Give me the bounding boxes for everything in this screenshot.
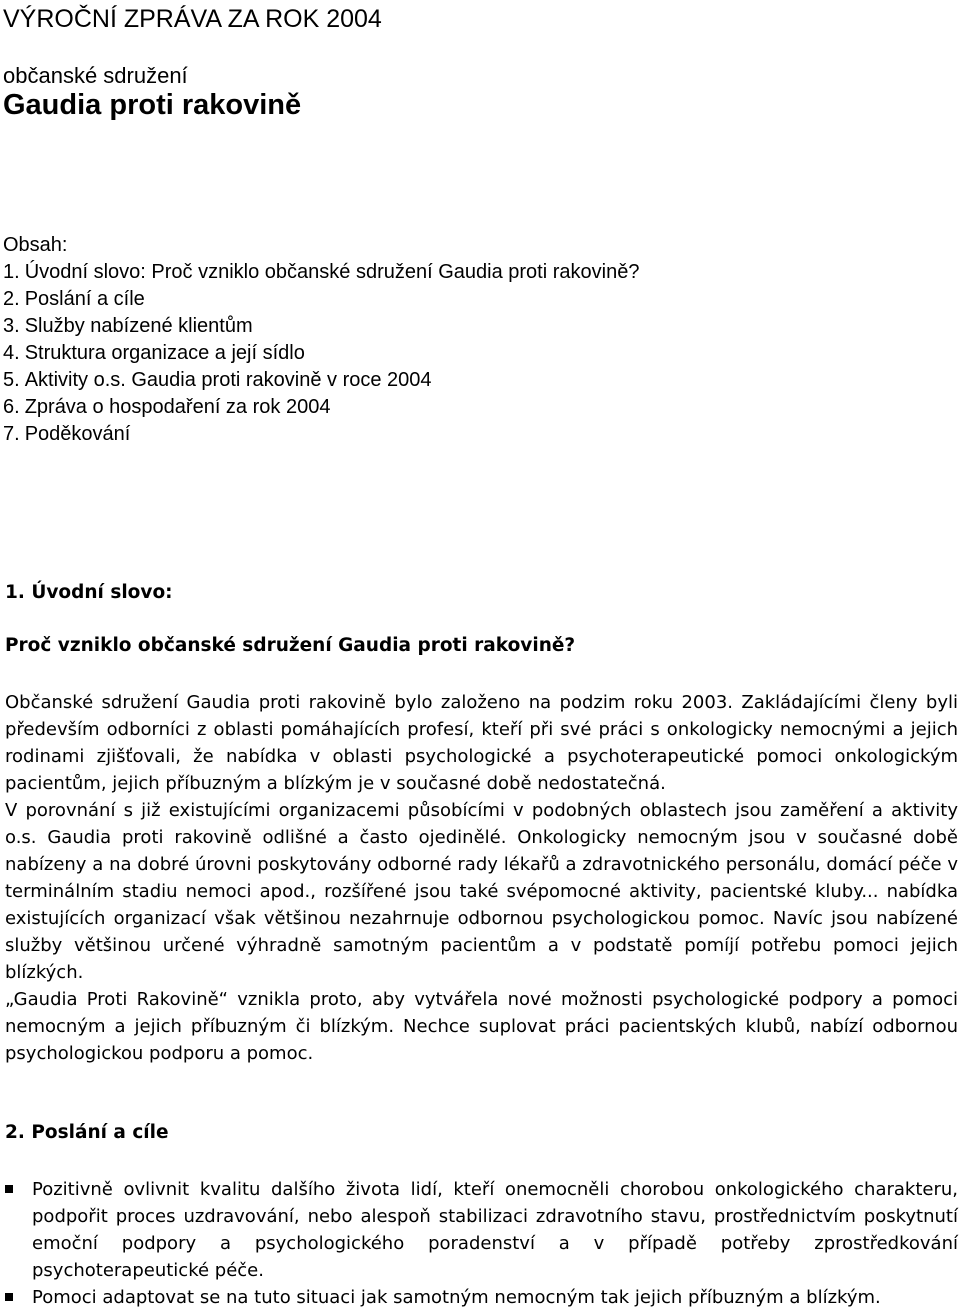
- toc-item: [3, 367, 639, 394]
- toc-item: [3, 259, 639, 286]
- list-item-text: Pozitivně ovlivnit kvalitu dalšího života lidí, kteří onemocněli chorobou onkologického charakteru, podpořit proces uzdravování, nebo alespoň stabilizaci zdravotního stavu, prostřednictvím poskytnutí emoční podpory a psychologického poradenství a v případě potřeby zprostředkování psychoterapeutické péče.: [32, 1179, 958, 1281]
- document-title: VÝROČNÍ ZPRÁVA ZA ROK 2004: [3, 5, 382, 33]
- square-bullet-icon: [5, 1293, 13, 1301]
- toc-item: [3, 286, 639, 313]
- list-item: [5, 1284, 958, 1311]
- paragraph: Občanské sdružení Gaudia proti rakovině bylo založeno na podzim roku 2003. Zakládajícími členy byli především odborníci z oblasti pomáhajících profesí, kteří při své práci s onkologicky nemocnými a jejich rodinami zjišťovali, že nabídka v oblasti psychologické a psychoterapeutické pomoci onkologickým pacientům, jejich příbuzným a blízkým je v současné době nedostatečná.: [5, 692, 958, 794]
- toc-item: [3, 313, 639, 340]
- toc-heading: Obsah:: [3, 234, 68, 256]
- toc-item: [3, 394, 639, 421]
- toc-item-text: Poděkování: [24, 423, 131, 445]
- toc-item-number: 3.: [3, 315, 20, 337]
- section-1-heading: 1. Úvodní slovo:: [5, 582, 173, 603]
- toc-item-text: Úvodní slovo: Proč vzniklo občanské sdružení Gaudia proti rakovině?: [24, 261, 640, 283]
- table-of-contents: [3, 232, 639, 448]
- paragraph: „Gaudia Proti Rakovině“ vznikla proto, aby vytvářela nové možnosti psychologické podpory a pomoci nemocným a jejich příbuzným či blízkým. Nechce suplovat práci pacientských klubů, nabízí odbornou psychologickou podporu a pomoc.: [5, 989, 958, 1064]
- toc-item-number: 4.: [3, 342, 20, 364]
- toc-item-number: 6.: [3, 396, 20, 418]
- section-1-subheading: Proč vzniklo občanské sdružení Gaudia proti rakovině?: [5, 635, 576, 656]
- org-type: občanské sdružení: [3, 63, 188, 88]
- toc-item-text: Struktura organizace a její sídlo: [24, 342, 305, 364]
- toc-item: [3, 340, 639, 367]
- section-1-body: [5, 689, 958, 1067]
- toc-item-text: Služby nabízené klientům: [24, 315, 253, 337]
- square-bullet-icon: [5, 1185, 13, 1193]
- toc-item-number: 2.: [3, 288, 20, 310]
- toc-item-text: Zpráva o hospodaření za rok 2004: [24, 396, 331, 418]
- toc-item-number: 1.: [3, 261, 20, 283]
- toc-item: [3, 421, 639, 448]
- toc-item-number: 5.: [3, 369, 20, 391]
- section-2-bullet-list: [5, 1176, 958, 1311]
- toc-item-text: Aktivity o.s. Gaudia proti rakovině v roce 2004: [24, 369, 432, 391]
- org-name: Gaudia proti rakovině: [3, 89, 302, 121]
- paragraph: V porovnání s již existujícími organizacemi působícími v podobných oblastech jsou zaměření a aktivity o.s. Gaudia proti rakovině odlišné a často ojedinělé. Onkologicky nemocným jsou v současné době nabízeny a na dobré úrovni poskytovány odborné rady lékařů a zdravotnického personálu, domácí péče v terminálním stadiu nemoci apod., rozšířené jsou také svépomocné aktivity, pacientské kluby... nabídka existujících organizací však většinou nezahrnuje odbornou psychologickou pomoc. Navíc jsou nabízené služby většinou určené výhradně samotným pacientům a v podstatě pomíjí potřebu pomoci jejich blízkých.: [5, 800, 958, 983]
- list-item: [5, 1176, 958, 1284]
- toc-item-number: 7.: [3, 423, 20, 445]
- section-2-heading: 2. Poslání a cíle: [5, 1122, 169, 1143]
- toc-item-text: Poslání a cíle: [24, 288, 145, 310]
- list-item-text: Pomoci adaptovat se na tuto situaci jak samotným nemocným tak jejich příbuzným a blízkým.: [32, 1287, 881, 1308]
